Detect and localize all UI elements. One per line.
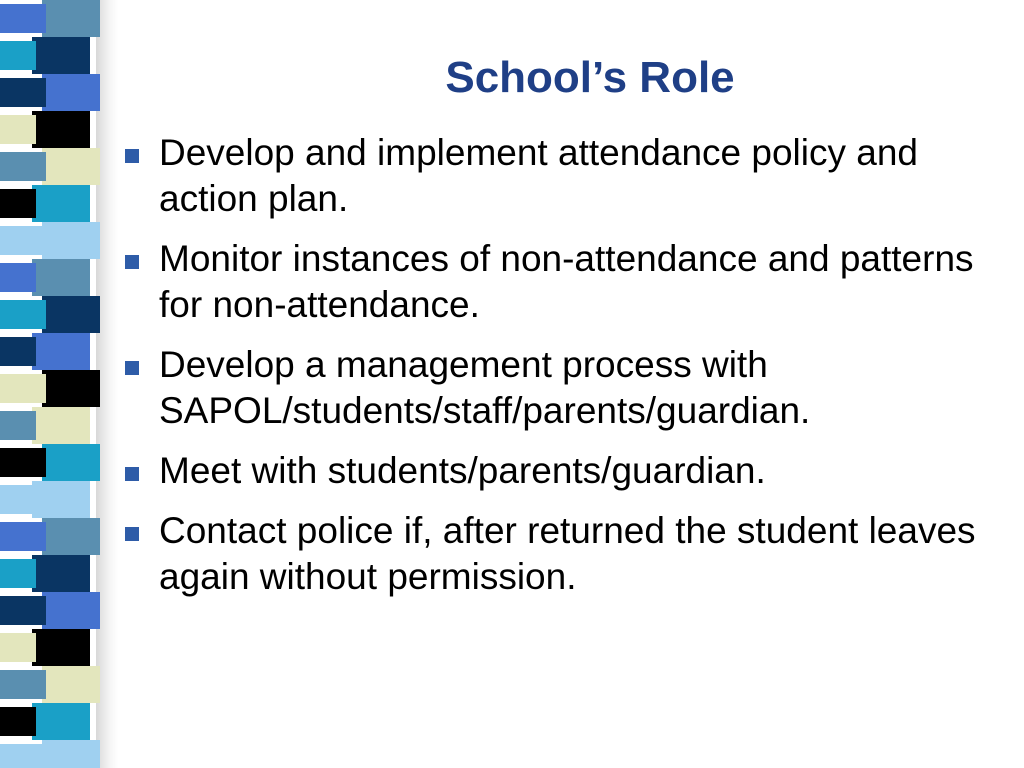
stripe-block xyxy=(32,555,90,592)
stripe-block xyxy=(42,592,100,629)
square-bullet-icon xyxy=(125,467,139,481)
stripe-block xyxy=(0,226,46,255)
stripe-block xyxy=(32,407,90,444)
stripe-block xyxy=(0,596,46,625)
square-bullet-icon xyxy=(125,361,139,375)
stripe-block xyxy=(0,744,46,768)
stripe-block xyxy=(0,670,46,699)
stripe-block xyxy=(42,518,100,555)
stripe-block xyxy=(42,0,100,37)
stripe-block xyxy=(42,444,100,481)
stripe-block xyxy=(42,74,100,111)
stripe-block xyxy=(32,481,90,518)
stripe-block xyxy=(0,485,36,514)
stripe-block xyxy=(0,115,36,144)
bullet-text: Monitor instances of non-attendance and patterns for non-attendance. xyxy=(159,238,974,325)
bullet-list xyxy=(122,130,1002,614)
bullet-text: Meet with students/parents/guardian. xyxy=(159,450,766,491)
stripe-block xyxy=(0,263,36,292)
bullet-item xyxy=(122,448,1002,494)
stripe-block xyxy=(0,559,36,588)
stripe-block xyxy=(42,370,100,407)
bullet-item xyxy=(122,508,1002,600)
stripe-block xyxy=(42,148,100,185)
stripe-block xyxy=(0,448,46,477)
stripe-block xyxy=(32,629,90,666)
stripe-block xyxy=(0,4,46,33)
stripe-block xyxy=(0,633,36,662)
stripe-block xyxy=(0,522,46,551)
stripe-block xyxy=(32,703,90,740)
square-bullet-icon xyxy=(125,255,139,269)
stripe-block xyxy=(0,337,36,366)
stripe-block xyxy=(0,78,46,107)
stripe-block xyxy=(32,185,90,222)
stripe-block xyxy=(0,300,46,329)
stripe-block xyxy=(0,411,36,440)
bullet-item xyxy=(122,130,1002,222)
stripe-block xyxy=(42,296,100,333)
stripe-block xyxy=(42,222,100,259)
square-bullet-icon xyxy=(125,149,139,163)
stripe-block xyxy=(0,707,36,736)
stripe-block xyxy=(32,111,90,148)
stripe-block xyxy=(32,333,90,370)
stripe-block xyxy=(32,37,90,74)
stripe-block xyxy=(0,41,36,70)
stripe-block xyxy=(32,259,90,296)
slide-title: School’s Role xyxy=(445,53,735,102)
bullet-text: Develop a management process with SAPOL/students/staff/parents/guardian. xyxy=(159,344,811,431)
bullet-text: Contact police if, after returned the student leaves again without permission. xyxy=(159,510,976,597)
stripe-block xyxy=(0,152,46,181)
stripe-block xyxy=(0,189,36,218)
square-bullet-icon xyxy=(125,527,139,541)
bullet-text: Develop and implement attendance policy and action plan. xyxy=(159,132,918,219)
stripe-block xyxy=(42,740,100,768)
bullet-item xyxy=(122,342,1002,434)
decorative-stripe-bar xyxy=(0,0,118,768)
stripe-block xyxy=(0,374,46,403)
bullet-item xyxy=(122,236,1002,328)
stripe-block xyxy=(42,666,100,703)
